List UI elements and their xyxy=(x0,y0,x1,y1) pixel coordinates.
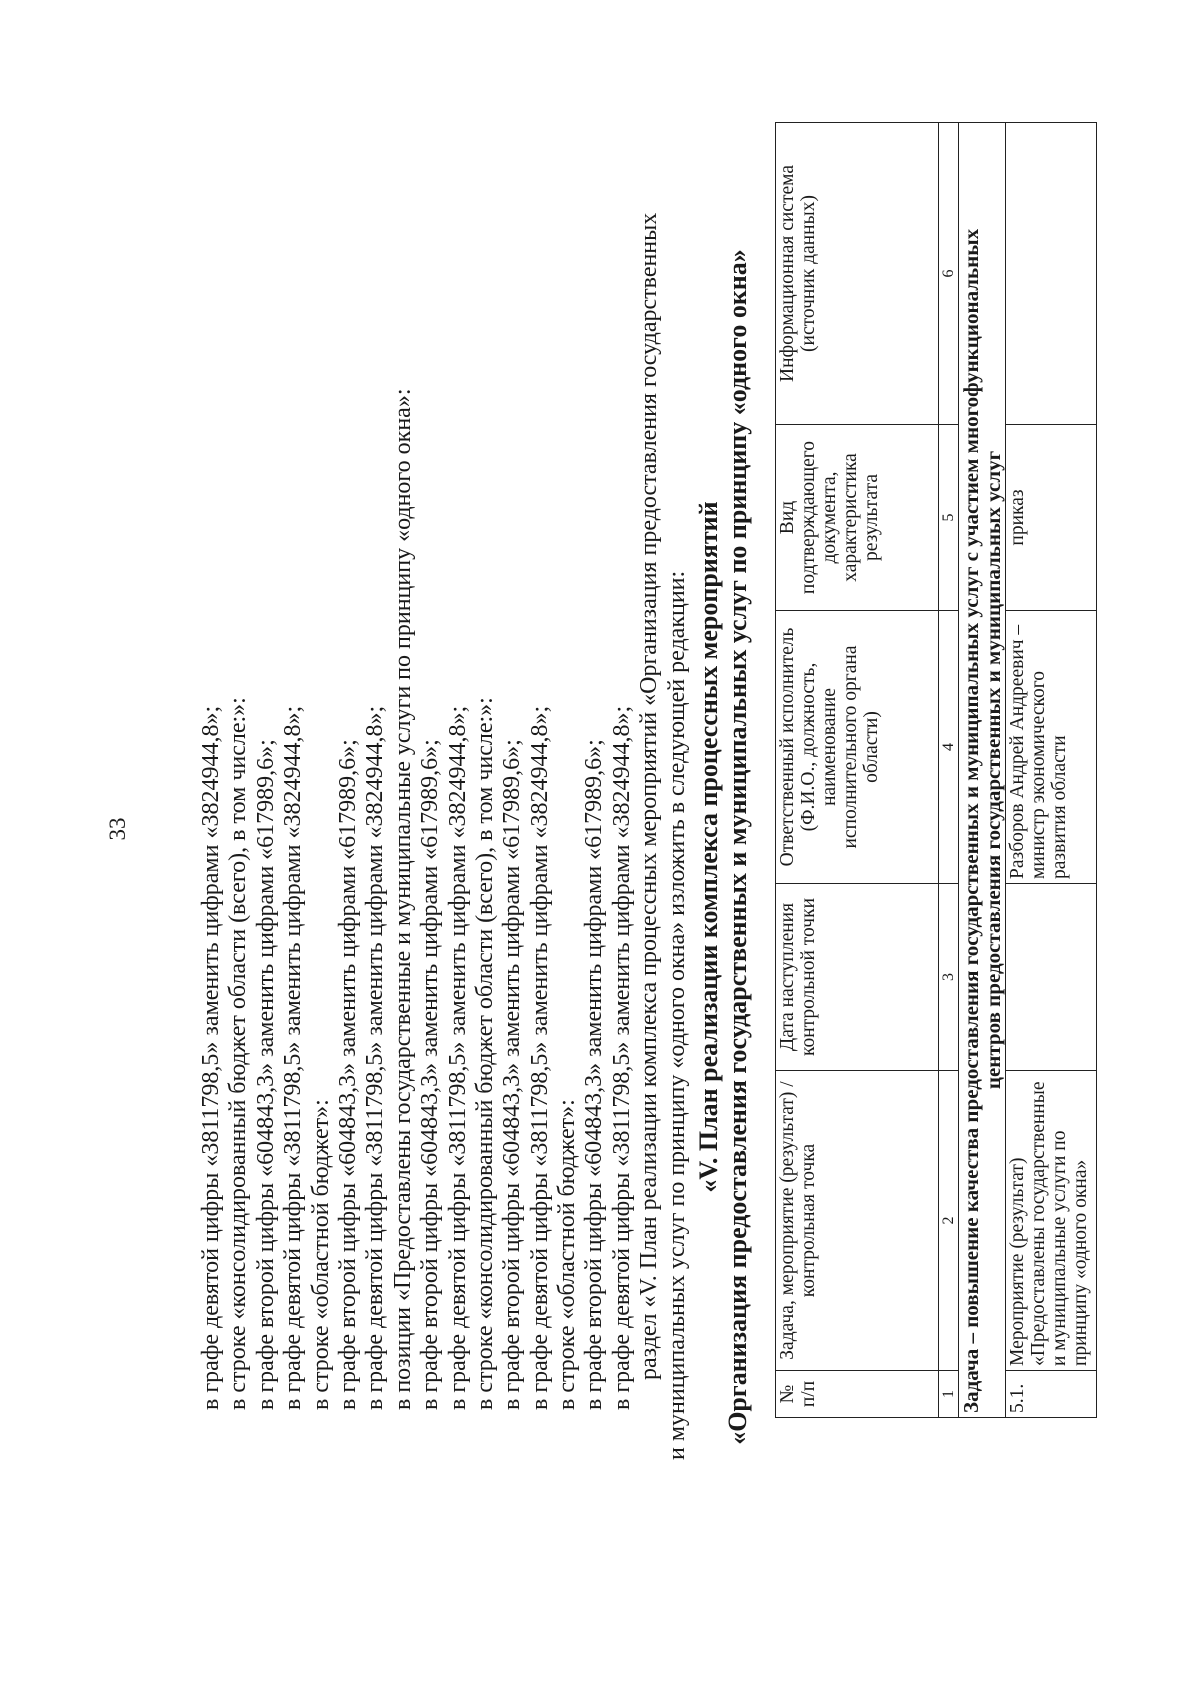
header-cell-num: № п/п xyxy=(776,1371,939,1418)
amendment-line: в строке «консолидированный бюджет области (всего), в том числе:»: xyxy=(471,697,498,1410)
column-number: 2 xyxy=(939,1071,959,1371)
amendment-line: в позиции «Предоставлены государственные и муниципальные услуги по принципу «одного окна»: xyxy=(389,388,416,1410)
paragraph-line-1: раздел «V. План реализации комплекса процессных мероприятий «Организация предоставления государственных xyxy=(636,212,663,1380)
amendment-line: в строке «областной бюджет»: xyxy=(307,1099,334,1410)
amendment-line: в графе второй цифры «604843,3» заменить цифрами «617989,6»; xyxy=(252,739,279,1410)
task-line-1: Задача – повышение качества предоставления государственных и муниципальных услуг с участием многофункциональных xyxy=(959,228,983,1413)
header-cell-responsible: Ответственный исполнитель (Ф.И.О., должность, наименование исполнительного органа области) xyxy=(776,611,939,884)
amendment-line: в графе девятой цифры «3811798,5» заменить цифрами «3824944,8»; xyxy=(608,705,635,1410)
task-row xyxy=(959,123,1006,1418)
row-document: приказ xyxy=(1006,425,1097,611)
column-number: 6 xyxy=(939,123,959,425)
column-number: 3 xyxy=(939,884,959,1071)
plan-table xyxy=(775,122,1097,1418)
row-date xyxy=(1006,884,1097,1071)
amendment-line: в графе второй цифры «604843,3» заменить цифрами «617989,6»; xyxy=(581,739,608,1410)
column-number: 5 xyxy=(939,425,959,611)
row-system xyxy=(1006,123,1097,425)
table-header-row xyxy=(776,123,939,1418)
amendment-line: в графе девятой цифры «3811798,5» заменить цифрами «3824944,8»; xyxy=(362,705,389,1410)
amendment-line: в строке «областной бюджет»: xyxy=(554,1099,581,1410)
row-event: Мероприятие (результат) «Предоставлены государственные и муниципальные услуги по принципу «одного окна» xyxy=(1006,1071,1097,1371)
amendment-line: в графе девятой цифры «3811798,5» заменить цифрами «3824944,8»; xyxy=(280,705,307,1410)
amendment-line: в графе второй цифры «604843,3» заменить цифрами «617989,6»; xyxy=(417,739,444,1410)
column-number: 1 xyxy=(939,1371,959,1418)
table-row xyxy=(1006,123,1097,1418)
row-num: 5.1. xyxy=(1006,1371,1097,1418)
column-number-row xyxy=(939,123,959,1418)
amendment-line: в графе второй цифры «604843,3» заменить цифрами «617989,6»; xyxy=(334,739,361,1410)
header-cell-system: Информационная система (источник данных) xyxy=(776,123,939,425)
amendment-line: в графе второй цифры «604843,3» заменить цифрами «617989,6»; xyxy=(499,739,526,1410)
header-cell-document: Вид подтверждающего документа, характеристика результата xyxy=(776,425,939,611)
task-line-2: центров предоставления государственных и муниципальных услуг xyxy=(981,450,1005,1090)
section-title-line-1: «V. План реализации комплекса процессных мероприятий xyxy=(694,501,723,1193)
section-title-line-2: «Организация предоставления государственных и муниципальных услуг по принципу «одного окна» xyxy=(723,249,752,1445)
paragraph-line-2: и муниципальных услуг по принципу «одного окна» изложить в следующей редакции: xyxy=(663,570,690,1460)
header-cell-date: Дата наступления контрольной точки xyxy=(776,884,939,1071)
header-cell-event: Задача, мероприятие (результат) / контрольная точка xyxy=(776,1071,939,1371)
column-number: 4 xyxy=(939,611,959,884)
amendment-list xyxy=(198,190,691,1460)
row-responsible: Разборов Андрей Андреевич – министр экономического развития области xyxy=(1006,611,1097,884)
page-number: 33 xyxy=(105,817,130,841)
amendment-line: в графе девятой цифры «3811798,5» заменить цифрами «3824944,8»; xyxy=(526,705,553,1410)
task-cell xyxy=(959,123,1006,1418)
amendment-line: в строке «консолидированный бюджет области (всего), в том числе:»: xyxy=(225,697,252,1410)
amendment-line: в графе девятой цифры «3811798,5» заменить цифрами «3824944,8»; xyxy=(198,705,224,1410)
amendment-line: в графе девятой цифры «3811798,5» заменить цифрами «3824944,8»; xyxy=(444,705,471,1410)
